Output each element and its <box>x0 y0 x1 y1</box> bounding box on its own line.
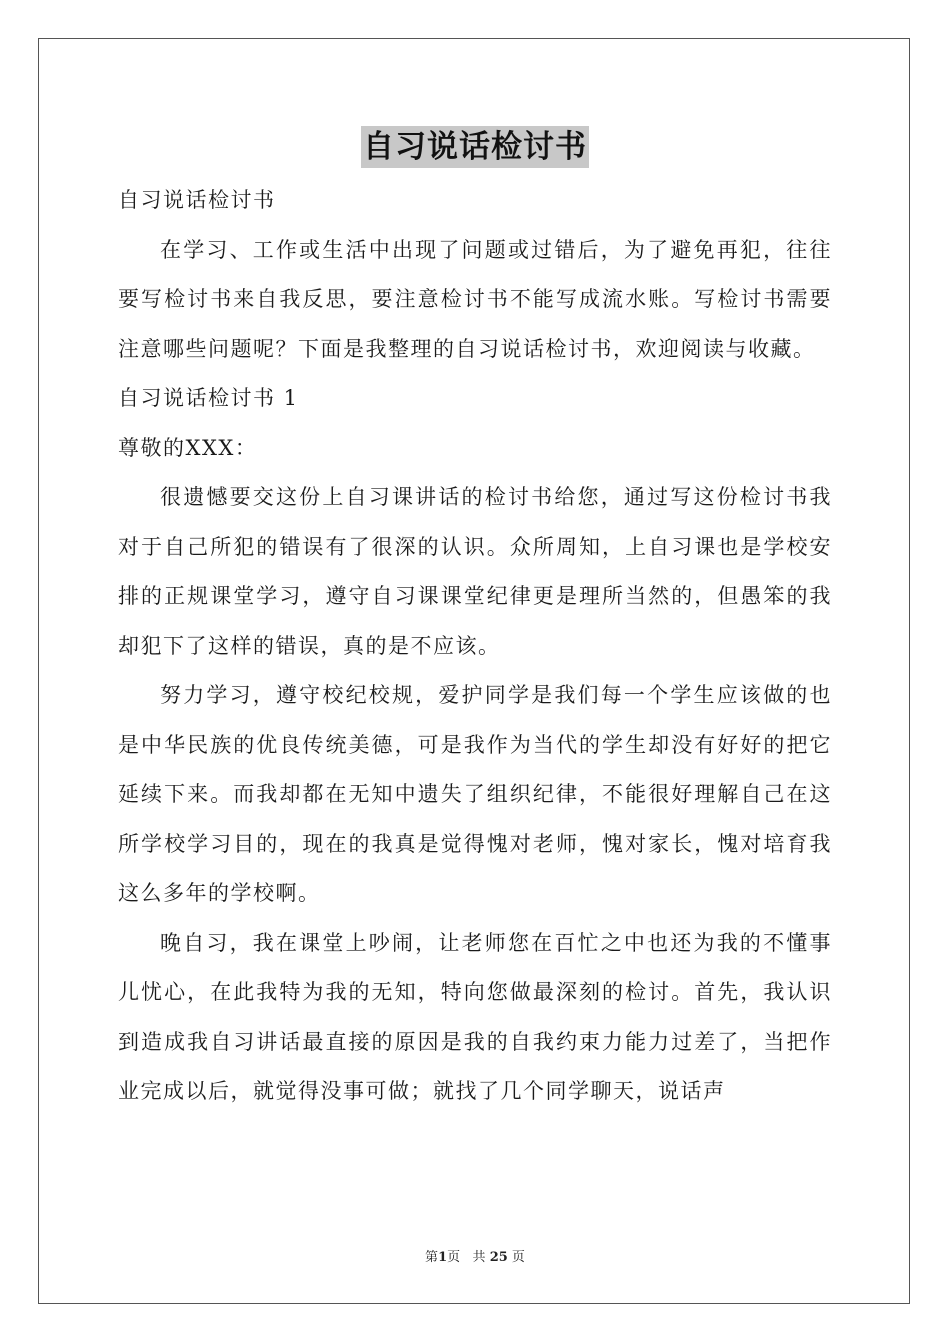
salutation: 尊敬的XXX： <box>118 435 258 460</box>
section-heading: 自习说话检讨书 1 <box>118 386 299 410</box>
body-paragraph-1: 很遗憾要交这份上自习课讲话的检讨书给您，通过写这份检讨书我对于自己所犯的错误有了很深的认识。众所周知，上自习课也是学校安排的正规课堂学习，遵守自习课课堂纪律更是理所当然的，但愚笨的我却犯下了这样的错误，真的是不应该。 <box>118 485 832 658</box>
document-title: 自习说话检讨书 <box>361 126 589 168</box>
total-pages: 25 <box>489 1250 508 1265</box>
body-paragraph-2: 努力学习，遵守校纪校规，爱护同学是我们每一个学生应该做的也是中华民族的优良传统美德，可是我作为当代的学生却没有好好的把它延续下来。而我却都在无知中遗失了组织纪律，不能很好理解自己在这所学校学习目的，现在的我真是觉得愧对老师，愧对家长，愧对培育我这么多年的学校啊。 <box>118 683 832 905</box>
document-body <box>118 176 832 1117</box>
body-paragraph-3: 晚自习，我在课堂上吵闹，让老师您在百忙之中也还为我的不懂事儿忧心，在此我特为我的无知，特向您做最深刻的检讨。首先，我认识到造成我自习讲话最直接的原因是我的自我约束力能力过差了，当把作业完成以后，就觉得没事可做；就找了几个同学聊天，说话声 <box>118 930 832 1103</box>
page-prefix: 第 <box>425 1250 439 1265</box>
total-suffix: 页 <box>511 1250 525 1265</box>
page-suffix: 页 <box>447 1250 461 1265</box>
title-container <box>0 126 950 168</box>
subtitle-line: 自习说话检讨书 <box>118 188 276 212</box>
total-prefix: 共 <box>472 1250 486 1265</box>
page-number: 1 <box>438 1250 448 1265</box>
intro-paragraph: 在学习、工作或生活中出现了问题或过错后，为了避免再犯，往往要写检讨书来自我反思，要注意检讨书不能写成流水账。写检讨书需要注意哪些问题呢？下面是我整理的自习说话检讨书，欢迎阅读与收藏。 <box>118 237 832 361</box>
page-footer <box>0 1250 950 1266</box>
